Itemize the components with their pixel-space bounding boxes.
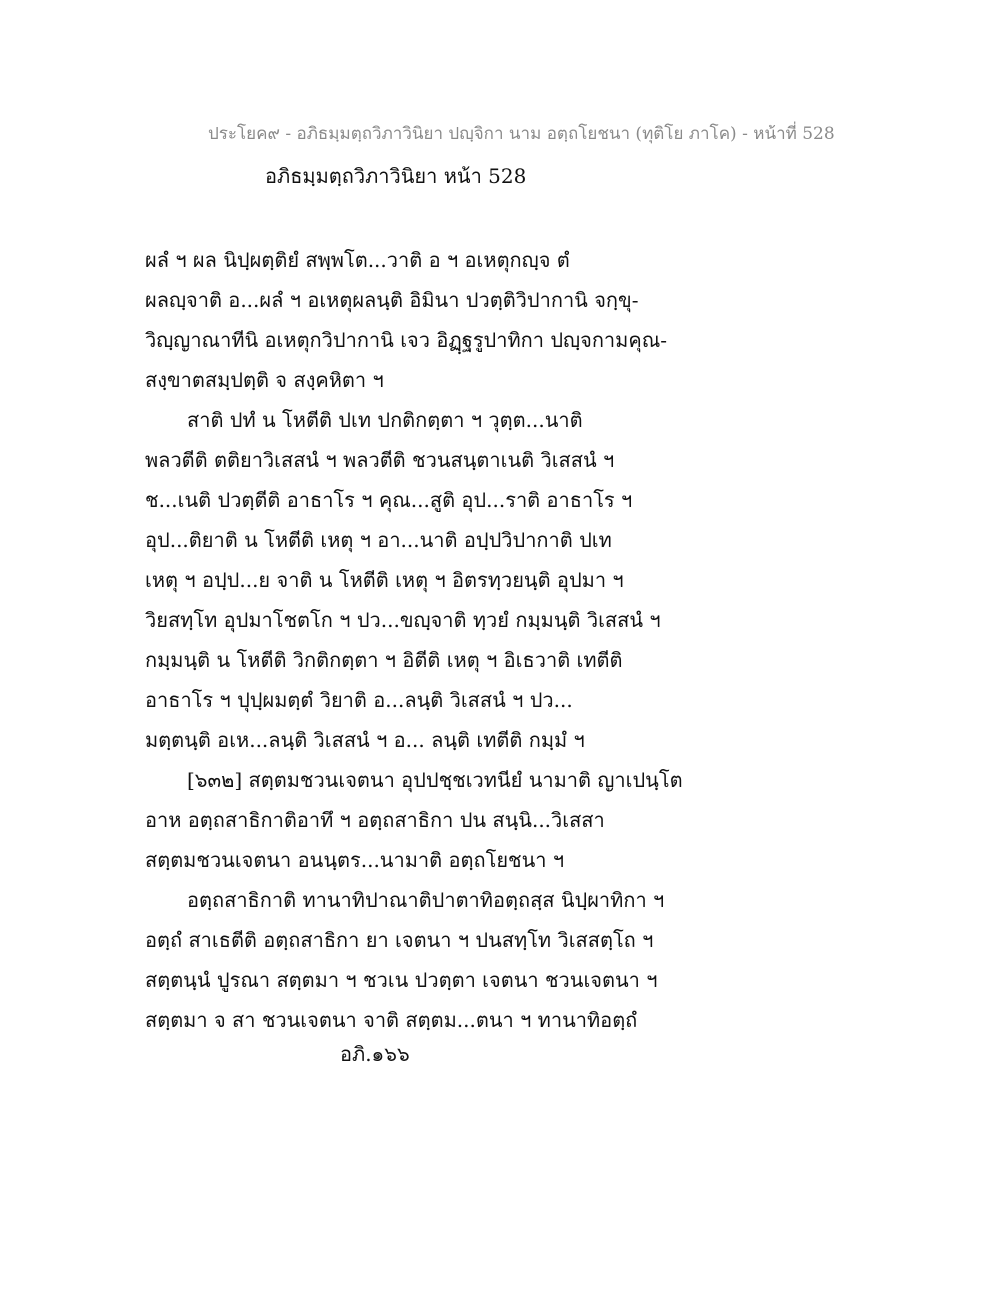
page-footer-mark: อภิ.๑๖๖: [340, 1042, 410, 1066]
text-line: ช...เนติ ปวตฺตีติ อาธาโร ฯ คุณ...สูติ อุป...ราติ อาธาโร ฯ: [145, 488, 633, 512]
text-line: อาธาโร ฯ ปุปฺผมตฺตํ วิยาติ อ...ลนฺติ วิเสสนํ ฯ ปว...: [145, 688, 573, 712]
text-line: กมฺมนฺติ น โหตีติ วิกติกตฺตา ฯ อิตีติ เหตุ ฯ อิเธวาติ เทตีติ: [145, 648, 623, 672]
text-line: ผลํ ฯ ผล นิปฺผตฺติยํ สพฺพโต...วาติ อ ฯ อเหตุกญฺจ ตํ: [145, 248, 570, 272]
text-line: สตฺตมชวนเจตนา อนนฺตร...นามาติ อตฺถโยชนา ฯ: [145, 848, 565, 872]
text-line: เหตุ ฯ อปฺป...ย จาติ น โหตีติ เหตุ ฯ อิตรทฺวยนฺติ อุปมา ฯ: [145, 568, 624, 592]
body-text: [145, 240, 865, 1040]
text-line: อาห อตฺถสาธิกาติอาทึ ฯ อตฺถสาธิกา ปน สนฺนิ...วิเสสา: [145, 808, 605, 832]
text-line: พลวตีติ ตติยาวิเสสนํ ฯ พลวตีติ ชวนสนฺตาเนติ วิเสสนํ ฯ: [145, 448, 615, 472]
text-line: ผลญฺจาติ อ...ผลํ ฯ อเหตุผลนฺติ อิมินา ปวตฺติวิปากานิ จกฺขุ-: [145, 288, 639, 312]
running-title: ประโยค๙ - อภิธมฺมตฺถวิภาวินิยา ปญฺจิกา นาม อตฺถโยชนา (ทุติโย ภาโค) - หน้าที่ 528: [208, 124, 835, 144]
page-subtitle: อภิธมฺมตฺถวิภาวินิยา หน้า 528: [265, 164, 527, 188]
text-line: สาติ ปทํ น โหตีติ ปเท ปกติกตฺตา ฯ วุตฺต...นาติ: [187, 408, 583, 432]
text-line: สงฺขาตสมฺปตฺติ จ สงฺคหิตา ฯ: [145, 368, 384, 392]
text-line: อตฺถสาธิกาติ ทานาทิปาณาติปาตาทิอตฺถสฺส นิปฺผาทิกา ฯ: [187, 888, 665, 912]
text-line: วิญฺญาณาทีนิ อเหตุกวิปากานิ เจว อิฏฺฐรูปาทิกา ปญฺจกามคุณ-: [145, 328, 668, 352]
text-line: มตฺตนฺติ อเห...ลนฺติ วิเสสนํ ฯ อ... ลนฺติ เทตีติ กมฺมํ ฯ: [145, 728, 585, 752]
text-line: สตฺตมา จ สา ชวนเจตนา จาติ สตฺตม...ตนา ฯ ทานาทิอตฺถํ: [145, 1008, 638, 1032]
text-line: สตฺตนฺนํ ปูรณา สตฺตมา ฯ ชวเน ปวตฺตา เจตนา ชวนเจตนา ฯ: [145, 968, 658, 992]
text-line: วิยสทฺโท อุปมาโชตโก ฯ ปว...ขญฺจาติ ทฺวยํ กมฺมนฺติ วิเสสนํ ฯ: [145, 608, 661, 632]
text-line: อุป...ติยาติ น โหตีติ เหตุ ฯ อา...นาติ อปฺปวิปากาติ ปเท: [145, 528, 612, 552]
text-line: [๖๓๒] สตฺตมชวนเจตนา อุปปชฺชเวทนียํ นามาติ ญาเปนฺโต: [187, 768, 683, 792]
text-line: อตฺถํ สาเธตีติ อตฺถสาธิกา ยา เจตนา ฯ ปนสทฺโท วิเสสตฺโถ ฯ: [145, 928, 654, 952]
